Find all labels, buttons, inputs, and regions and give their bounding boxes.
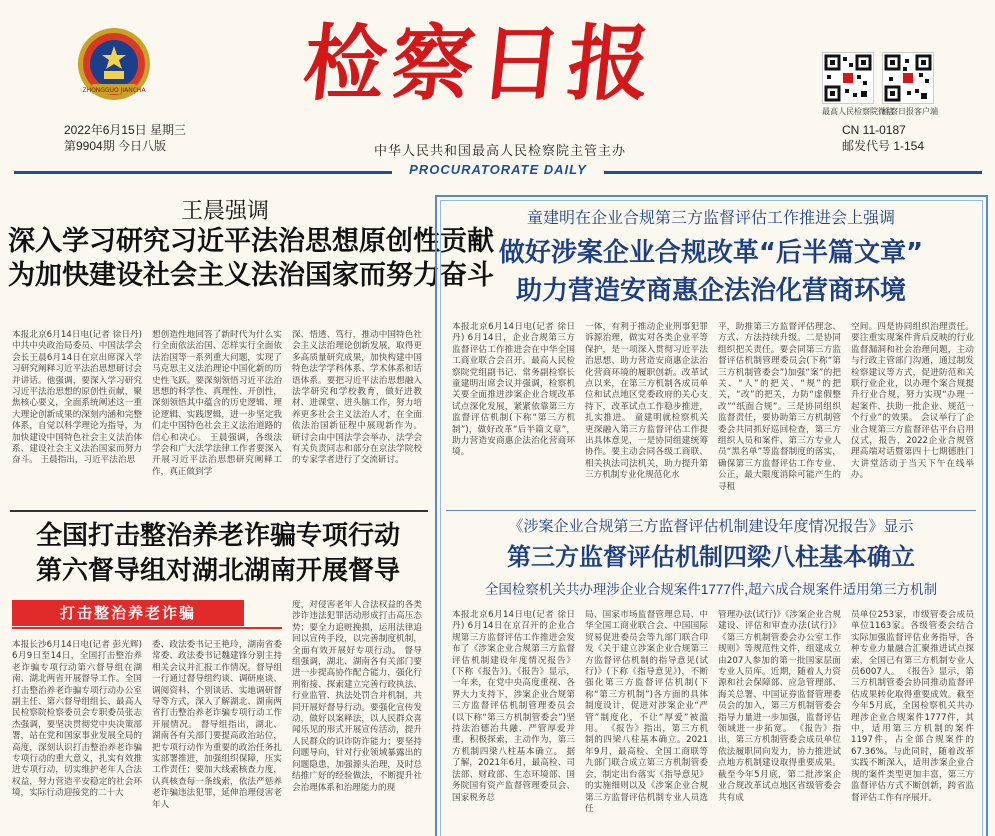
campaign-tag[interactable]: 打击整治养老诈骗: [12, 600, 244, 626]
article3-col-1: 本报北京6月14日电(记者 徐日丹) 6月14日，企业合规第三方监督评估工作推进会在中华全国工商业联合会召开。最高人民检察院党组副书记、常务副检察长童建明出席会议并强调，检察机关要全面推进涉案企业合规改革试点深化发展，紧紧依靠第三方监督评估机制(下称“第三方机制”)，做好改革“后半篇文章”，助力营造安商惠企法治化营商环境。: [452, 322, 575, 458]
qr-code-app[interactable]: [882, 52, 938, 117]
feature-box-divider: [446, 510, 976, 511]
publication-codes: [842, 122, 924, 154]
english-banner: PROCURATORATE DAILY: [392, 160, 604, 180]
article2-headline-2[interactable]: 第六督导组对湖北湖南开展督导: [35, 556, 400, 586]
newspaper-title: 检察日报: [298, 16, 662, 112]
issue-number: 第9904期 今日八版: [64, 139, 167, 153]
article3-col-4: 空间。四是协同组织治理责任。要注重实现案件背后反映的行业监督漏洞和社会治理问题，主动与行政主管部门沟通，通过制发检察建议等方式，促进防范和关联行业企业，以办理个案合规提升行业合规，努力实现“办理一起案件、扶助一批企业、规范一个行业”的效果。 会议举行了企业合规第三方监督评估平台启用仪式，报告，2022企业合规管理高端对话暨第四十七期德胜门大讲堂活动于当天下午在线举办。: [851, 322, 974, 481]
campaign-tag-rule: [12, 627, 282, 629]
article2-col-3: 度，对侵害老年人合法权益的各类涉诈违法犯罪活动形成打击高压态势；要全力追赃挽损，运用法律追回以宣传手段，以完善制度机制，全面有效开展好专项行动。 督导组强调，湖北、湖南各有关部门要进一步提高协作配合能力，强化行刑衔接、探索建立完善行政执法、行业监管、执法处罚合并机制，共同开展好督导行动。要强化宣传发动，做好以案释法，以人民群众喜闻乐见的形式开展宣传活动，提升人民群众的识诈防诈能力；要坚持问题导向，针对行业领域暴露出的问题隐患，加强源头治理，及时总结推广好的经验做法，不断提升社会治理体系和治理能力的现: [292, 600, 422, 793]
procuratorate-emblem-icon: [76, 24, 152, 104]
article3-headline-1[interactable]: 做好涉案企业合规改革“后半篇文章”: [498, 238, 924, 268]
article1-body: [12, 330, 422, 500]
masthead: [0, 0, 995, 178]
svg-text:ZHONGGUO JIANCHA: ZHONGGUO JIANCHA: [82, 87, 146, 94]
article1-col-2: 想创造性地回答了新时代为什么实行全面依法治国、怎样实行全面依法治国等一系列重大问题，实现了马克思主义法治理论中国化新的历史性飞跃。要深刻领悟习近平法治思想的科学性、真理性、开创性，深刻领悟其中蕴含的历史逻辑、理论逻辑、实践逻辑，进一步坚定我们走中国特色社会主义法治道路的信心和决心。 王晨强调，各级法学会和广大法学法律工作者要深入开展习近平法治思想研究阐释工作，真正做到学: [152, 330, 282, 477]
article4-kicker: 《涉案企业合规第三方监督评估机制建设年度情况报告》显示: [508, 518, 914, 535]
article2-headline-1[interactable]: 全国打击整治养老诈骗专项行动: [35, 521, 400, 551]
qr-code-icon: [882, 52, 934, 104]
article4-col-1: 本报北京6月14日电(记者 徐日丹) 6月14日在京召开的企业合规第三方监督评估工作推进会发布了《涉案企业合规第三方监督评估机制建设年度情况报告》(下称《报告》)。《报告》显示，一年来，在党中央高度重视、各界大力支持下，涉案企业合规第三方监督评估机制管理委员会(以下称“第三方机制管委会”)坚持法治德治共融、严管厚爱并重，积极探索，主动作为，第三方机制四梁八柱基本确立。 据了解，2021年6月，最高检、司法部、财政部、生态环境部、国务院国有资产监督管理委员会、国家税务总: [452, 610, 575, 803]
issue-info: [64, 122, 186, 154]
article1-headline-1[interactable]: 深入学习研究习近平法治思想原创性贡献: [8, 226, 494, 257]
article4-deck: 全国检察机关共办理涉企业合规案件1777件,超六成合规案件适用第三方机制: [484, 582, 938, 597]
article4-body: [452, 610, 976, 834]
issue-date: 2022年6月15日 星期三: [64, 123, 187, 137]
article1-col-3: 深、悟透、笃行，推动中国特色社会主义法治理论创新发展，取得更多高质量研究成果，加快构建中国特色法学学科体系、学术体系和话语体系。要把习近平法治思想融入法学研究和学校教育，做好进教材、进课堂、进头脑工作，努力培养更多社会主义法治人才，在全面依法治国新征程中展现新作为。 研讨会由中国法学会举办，法学会有关负责同志和部分在京法学院校的专家学者进行了交流研讨。: [292, 330, 422, 466]
article1-kicker: 王晨强调: [180, 198, 269, 223]
article4-col-3: 管理办法(试行)》《涉案企业合规建设、评估和审查办法(试行)》《第三方机制管委会办公室工作规则》等规范性文件，组建成立由207人参加的第一批国家层面专业人员库。近期，随着人力资源和社会保障部、应急管理部、海关总署、中国证券监督管理委员会的加入，第三方机制管委会指导力量进一步加强，监督评估领域进一步拓宽。 《报告》指出，第三方机制管委会成员单位依法履职同向发力，协力推进试点地方机制建设取得重要成果。截至今年5月底，第二批涉案企业合规改革试点地区省级管委会共有成: [718, 610, 841, 803]
article3-kicker: 童建明在企业合规第三方监督评估工作推进会上强调: [526, 210, 895, 227]
qr-caption: 最高人民检察院微信: [822, 107, 894, 116]
publisher-line: 中华人民共和国最高人民检察院主管主办: [373, 143, 626, 158]
article1-headline-2[interactable]: 为加快建设社会主义法治国家而努力奋斗: [8, 260, 494, 291]
article2-body: [12, 600, 422, 836]
article3-col-3: 平，助推第三方监督评估理念、方式、方法持续升级。二是协同组织把关责任。要会同第三方监督评估机制管理委员会(下称“第三方机制管委会”)加强“案”的把关、“人”的把关、“规”的把关，“改”的把关，力防“虚假整改”“纸面合规”。三是协同组织监督责任，要协助第三方机制管委会共同抓好巡回检查，第三方组织人员和案件、第三方专业人员“黑名单”等监督制度的落实，确保第三方监督评估工作专业、公正，最大限度消除可能产生的寻租: [718, 322, 841, 492]
article3-headline-2[interactable]: 助力营造安商惠企法治化营商环境: [515, 276, 906, 306]
section-divider: [10, 510, 428, 512]
qr-caption: 检察日报客户端: [882, 107, 938, 116]
article4-headline[interactable]: 第三方监督评估机制四梁八柱基本确立: [507, 543, 915, 571]
qr-code-icon: [822, 52, 874, 104]
article3-body: [452, 322, 976, 502]
article4-col-2: 局、国家市场监督管理总局、中华全国工商业联合会、中国国际贸易促进委员会等九部门联合印发《关于建立涉案企业合规第三方监督评估机制的指导意见(试行)》(下称《指导意见》)，不断强化第三方监督评估机制(下称“第三方机制”)各方面的具体制度设计，促进对涉案企业“严管”制度化，不让“厚爱”被滥用。 《报告》指出，第三方机制的四梁八柱基本确立。2021年9月，最高检、全国工商联等九部门联合成立第三方机制管委会，制定出台落实《指导意见》的实施细则以及《涉案企业合规第三方监督评估机制专业人员选任: [585, 610, 708, 814]
article3-col-2: 一体，有利于推动企业刑事犯罪诉源治理，做实对各类企业平等保护，是一项深入贯彻习近平法治思想、助力营造安商惠企法治化营商环境的履职创新。改革试点以来，在第三方机制各成员单位和试点地区党委政府的关心支持下，改革试点工作稳步推进，扎实推进。 童建明就检察机关更深融入第三方监督评估工作提出具体意见，一是协同组建统筹协作。要主动会同各级工商联、相关执法司法机关，助力提升第三方机制专业化规范化水: [585, 322, 708, 481]
article1-col-1: 本报北京6月14日电(记者 徐日丹) 中共中央政治局委员、中国法学会会长王晨6月14日在京出席深入学习研究阐释习近平法治思想研讨会并讲话。他强调，要深入学习研究习近平法治思想的原创性贡献，聚焦核心要义，全面系统阐述这一重大理论创新成果的深刻内涵和完整体系，自觉以科学理论为指导，为加快建设中国特色社会主义法治体系、建设社会主义法治国家而努力奋斗。 王晨指出，习近平法治思: [12, 330, 142, 466]
article4-col-4: 员单位253家，市级管委会成员单位1163家。各级管委会结合实际加强监督评估业务指导，各种专业力量融合汇聚推进试点探索，全国已有第三方机制专业人员6007人。 《报告》显示，第三方机制管委会协同推动监督评估成果转化取得重要成效。截至今年5月底，全国检察机关共办理涉企业合规案件1777件，其中，适用第三方机制的案件1197件，占全部合规案件的67.36%。与此同时，随着改革实践不断深入，适用涉案企业合规的案件类型更加丰富，第三方监督评估方式不断创新，跨省监督评估工作有序展开。: [851, 610, 974, 803]
postal-code: 邮发代号 1-154: [842, 139, 925, 153]
article2-col-2: 委、政法委书记王艳玲，湖南省委常委、政法委书记魏建锋分别主持相关会议并汇报工作情况。督导组一行通过督导组约谈、调研座谈、调阅资料、个别谈话、实地调研督导等方式，深入了解湖北、湖南两省打击整治养老诈骗专项行动工作开展情况。 督导组指出，湖北、湖南各有关部门要提高政治站位，把专项行动作为重要的政治任务扎实部署推进，加强组织保障，压实工作责任；要加大线索核查力度，认真核查每一条线索，依法严惩养老诈骗违法犯罪，延伸治理侵害老年人: [152, 640, 282, 810]
qr-code-wechat[interactable]: [822, 52, 894, 117]
cn-number: CN 11-0187: [842, 123, 906, 137]
article2-col-1: 本报长沙6月14日电(记者 彭光辉) 6月9日至14日，全国打击整治养老诈骗专项行动第六督导组在湖南、湖北两省开展督导工作。全国打击整治养老诈骗专项行动办公室副主任、第六督导组组长、最高人民检察院检察委员会专职委员张志杰强调，要坚决贯彻党中央决策部署，站在党和国家事业发展全局的高度，深刻认识打击整治养老诈骗专项行动的重大意义，扎实有效推进专项行动，切实维护老年人合法权益，努力营造平安稳定的社会环境，实际行动迎接党的二十大: [12, 640, 142, 799]
